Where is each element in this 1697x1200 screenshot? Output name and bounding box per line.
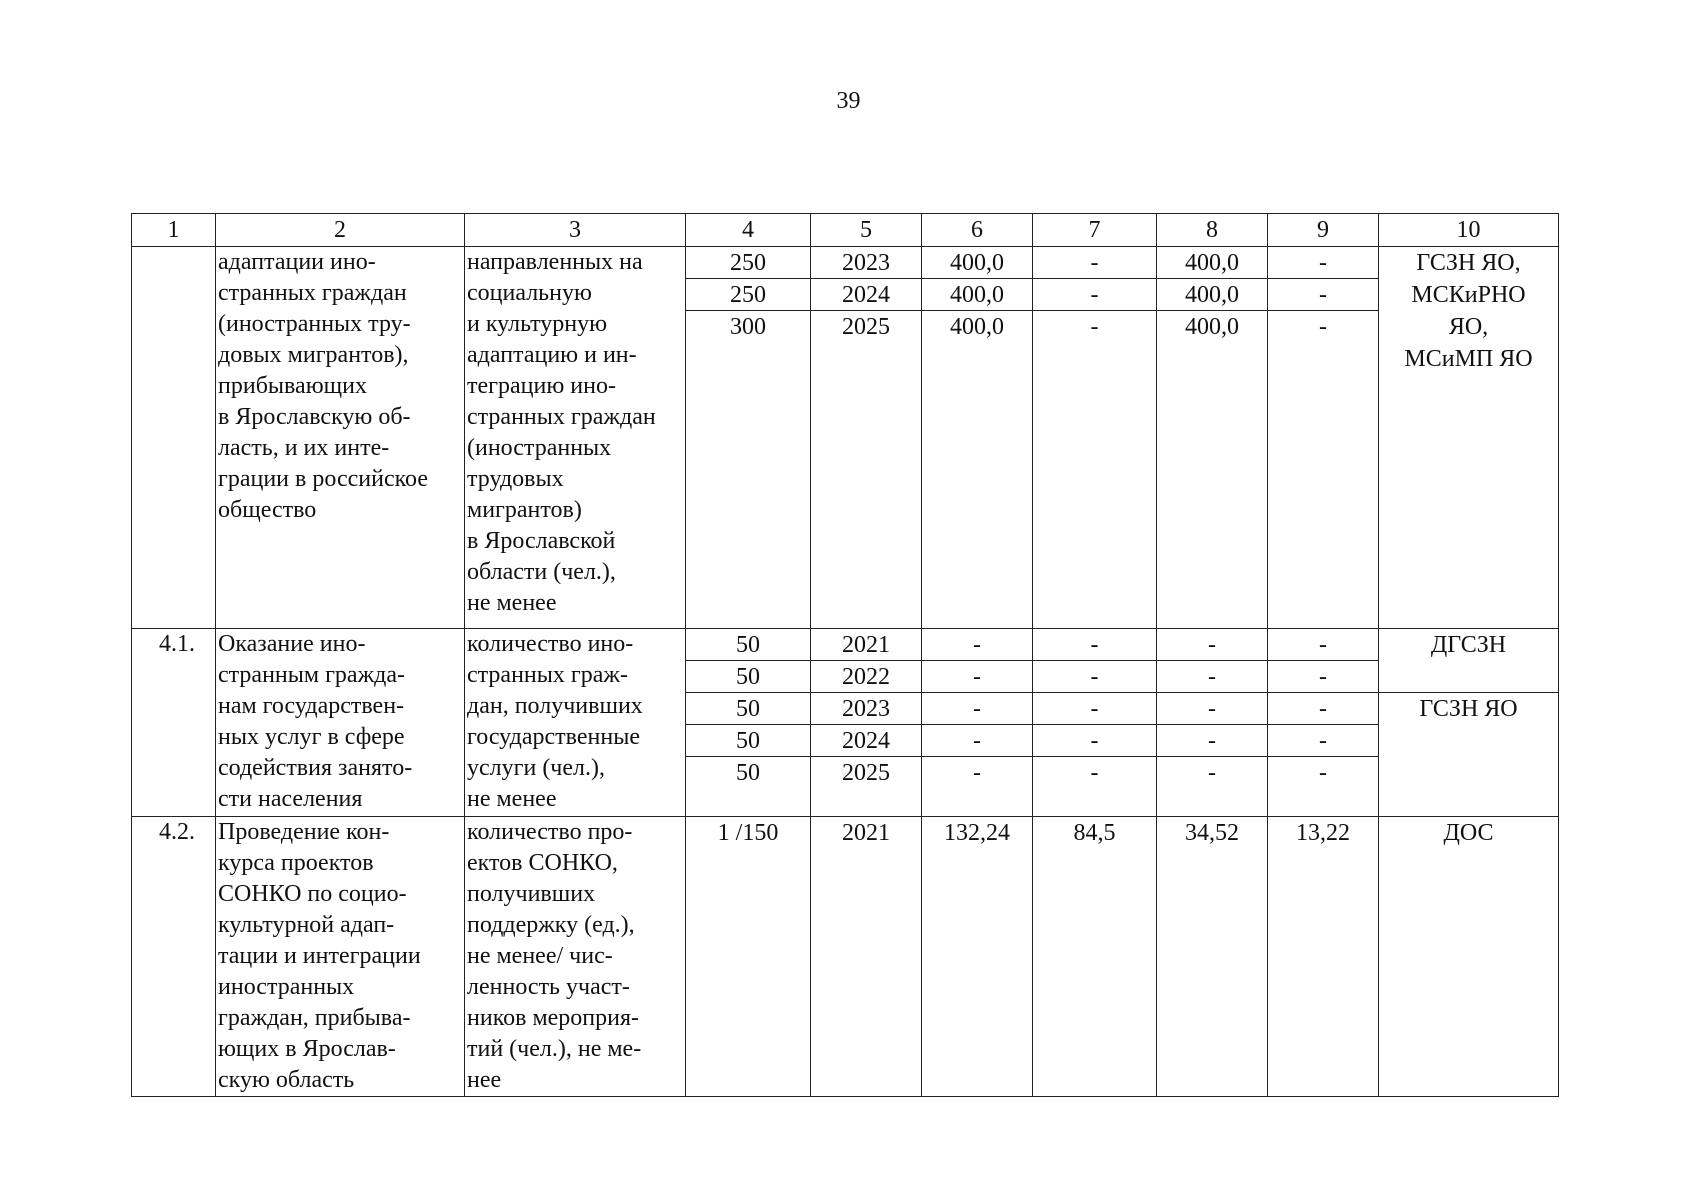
item-number: 4.1. — [132, 629, 216, 817]
value-cell: 250 — [686, 279, 810, 311]
col6-values — [922, 629, 1033, 817]
col9-values — [1268, 629, 1379, 817]
header-cell: 10 — [1379, 214, 1559, 247]
table-row — [132, 247, 1559, 629]
responsible-cell — [1379, 629, 1559, 817]
value-cell: 84,5 — [1073, 820, 1116, 846]
value-cell: - — [1033, 661, 1156, 693]
header-cell: 2 — [216, 214, 465, 247]
header-cell: 3 — [465, 214, 686, 247]
measure-name: Оказание ино- странным гражда- нам государствен- ных услуг в сфере содействия занято- сти населения — [216, 629, 465, 817]
year-cell: 2025 — [842, 760, 890, 786]
value-cell: 400,0 — [1157, 247, 1267, 279]
value-cell: - — [922, 725, 1032, 757]
indicator-name: направленных на социальную и культурную адаптацию и ин- теграцию ино- странных граждан (иностранных трудовых мигрантов) в Ярославской области (чел.), не менее — [465, 247, 686, 629]
year-values — [811, 817, 922, 1097]
item-number — [132, 247, 216, 629]
responsible-cell — [1379, 817, 1559, 1097]
table-row — [132, 629, 1559, 817]
col6-values — [922, 817, 1033, 1097]
col7-values — [1033, 817, 1157, 1097]
col9-values — [1268, 247, 1379, 629]
measure-name: Проведение кон- курса проектов СОНКО по социо- культурной адап- тации и интеграции иностранных граждан, прибыва- ющих в Ярослав- скую область — [216, 817, 465, 1097]
value-cell: 400,0 — [1157, 279, 1267, 311]
year-cell: 2024 — [811, 725, 921, 757]
value-cell: - — [1268, 661, 1378, 693]
value-cell: 250 — [686, 247, 810, 279]
col7-values — [1033, 629, 1157, 817]
document-table — [131, 213, 1559, 1097]
value-cell: - — [1268, 247, 1378, 279]
measure-name: адаптации ино- странных граждан (иностранных тру- довых мигрантов), прибывающих в Ярославскую об- ласть, и их инте- грации в российское общество — [216, 247, 465, 629]
document-table-wrapper — [131, 213, 1558, 1097]
value-cell: 1 /150 — [717, 820, 779, 846]
header-row — [132, 214, 1559, 247]
col8-values — [1157, 817, 1268, 1097]
col9-values — [1268, 817, 1379, 1097]
year-cell: 2022 — [811, 661, 921, 693]
header-cell: 7 — [1033, 214, 1157, 247]
value-cell: - — [1090, 760, 1099, 786]
responsible-executor: ГСЗН ЯО, МСКиРНО ЯО, МСиМП ЯО — [1404, 250, 1533, 372]
year-cell: 2023 — [811, 247, 921, 279]
header-cell: 6 — [922, 214, 1033, 247]
responsible-cell — [1379, 247, 1559, 629]
header-cell: 8 — [1157, 214, 1268, 247]
value-cell: - — [1319, 760, 1327, 786]
value-cell: - — [1268, 279, 1378, 311]
value-cell: - — [922, 629, 1032, 661]
year-cell: 2024 — [811, 279, 921, 311]
value-cell: 50 — [686, 725, 810, 757]
value-cell: - — [1319, 314, 1327, 340]
value-cell: 13,22 — [1296, 820, 1350, 846]
col8-values — [1157, 629, 1268, 817]
item-number: 4.2. — [132, 817, 216, 1097]
header-cell: 5 — [811, 214, 922, 247]
col7-values — [1033, 247, 1157, 629]
col6-values — [922, 247, 1033, 629]
value-cell: - — [922, 661, 1032, 693]
value-cell: 132,24 — [944, 820, 1010, 846]
value-cell: - — [1033, 247, 1156, 279]
page-number: 39 — [836, 88, 861, 114]
value-cell: - — [1268, 725, 1378, 757]
value-cell: - — [922, 693, 1032, 725]
value-cell: 400,0 — [922, 247, 1032, 279]
col4-values — [686, 817, 811, 1097]
value-cell: 400,0 — [1185, 314, 1239, 340]
value-cell: - — [1208, 760, 1216, 786]
value-cell: - — [1268, 629, 1378, 661]
responsible-executor: ГСЗН ЯО — [1419, 696, 1518, 722]
value-cell: - — [1157, 661, 1267, 693]
value-cell: - — [973, 760, 981, 786]
value-cell: 34,52 — [1185, 820, 1239, 846]
year-values — [811, 247, 922, 629]
year-cell: 2021 — [811, 629, 921, 661]
indicator-name: количество ино- странных граж- дан, получивших государственные услуги (чел.), не менее — [465, 629, 686, 817]
responsible-executor: ДГСЗН — [1379, 629, 1558, 693]
value-cell: 50 — [686, 629, 810, 661]
year-cell: 2021 — [842, 820, 890, 846]
value-cell: - — [1033, 279, 1156, 311]
header-cell: 1 — [132, 214, 216, 247]
value-cell: - — [1090, 314, 1099, 340]
col4-values — [686, 629, 811, 817]
value-cell: - — [1033, 693, 1156, 725]
header-cell: 4 — [686, 214, 811, 247]
value-cell: 400,0 — [922, 279, 1032, 311]
header-cell: 9 — [1268, 214, 1379, 247]
table-row — [132, 817, 1559, 1097]
value-cell: 400,0 — [950, 314, 1004, 340]
value-cell: - — [1033, 629, 1156, 661]
col4-values — [686, 247, 811, 629]
year-cell: 2025 — [842, 314, 890, 340]
value-cell: 50 — [736, 760, 760, 786]
value-cell: - — [1157, 725, 1267, 757]
responsible-executor: ДОС — [1443, 820, 1494, 846]
value-cell: - — [1033, 725, 1156, 757]
value-cell: 50 — [686, 661, 810, 693]
value-cell: 50 — [686, 693, 810, 725]
year-cell: 2023 — [811, 693, 921, 725]
value-cell: 300 — [730, 314, 766, 340]
year-values — [811, 629, 922, 817]
col8-values — [1157, 247, 1268, 629]
value-cell: - — [1157, 629, 1267, 661]
indicator-name: количество про- ектов СОНКО, получивших поддержку (ед.), не менее/ чис- ленность участ- ников мероприя- тий (чел.), не ме- нее — [465, 817, 686, 1097]
value-cell: - — [1157, 693, 1267, 725]
value-cell: - — [1268, 693, 1378, 725]
